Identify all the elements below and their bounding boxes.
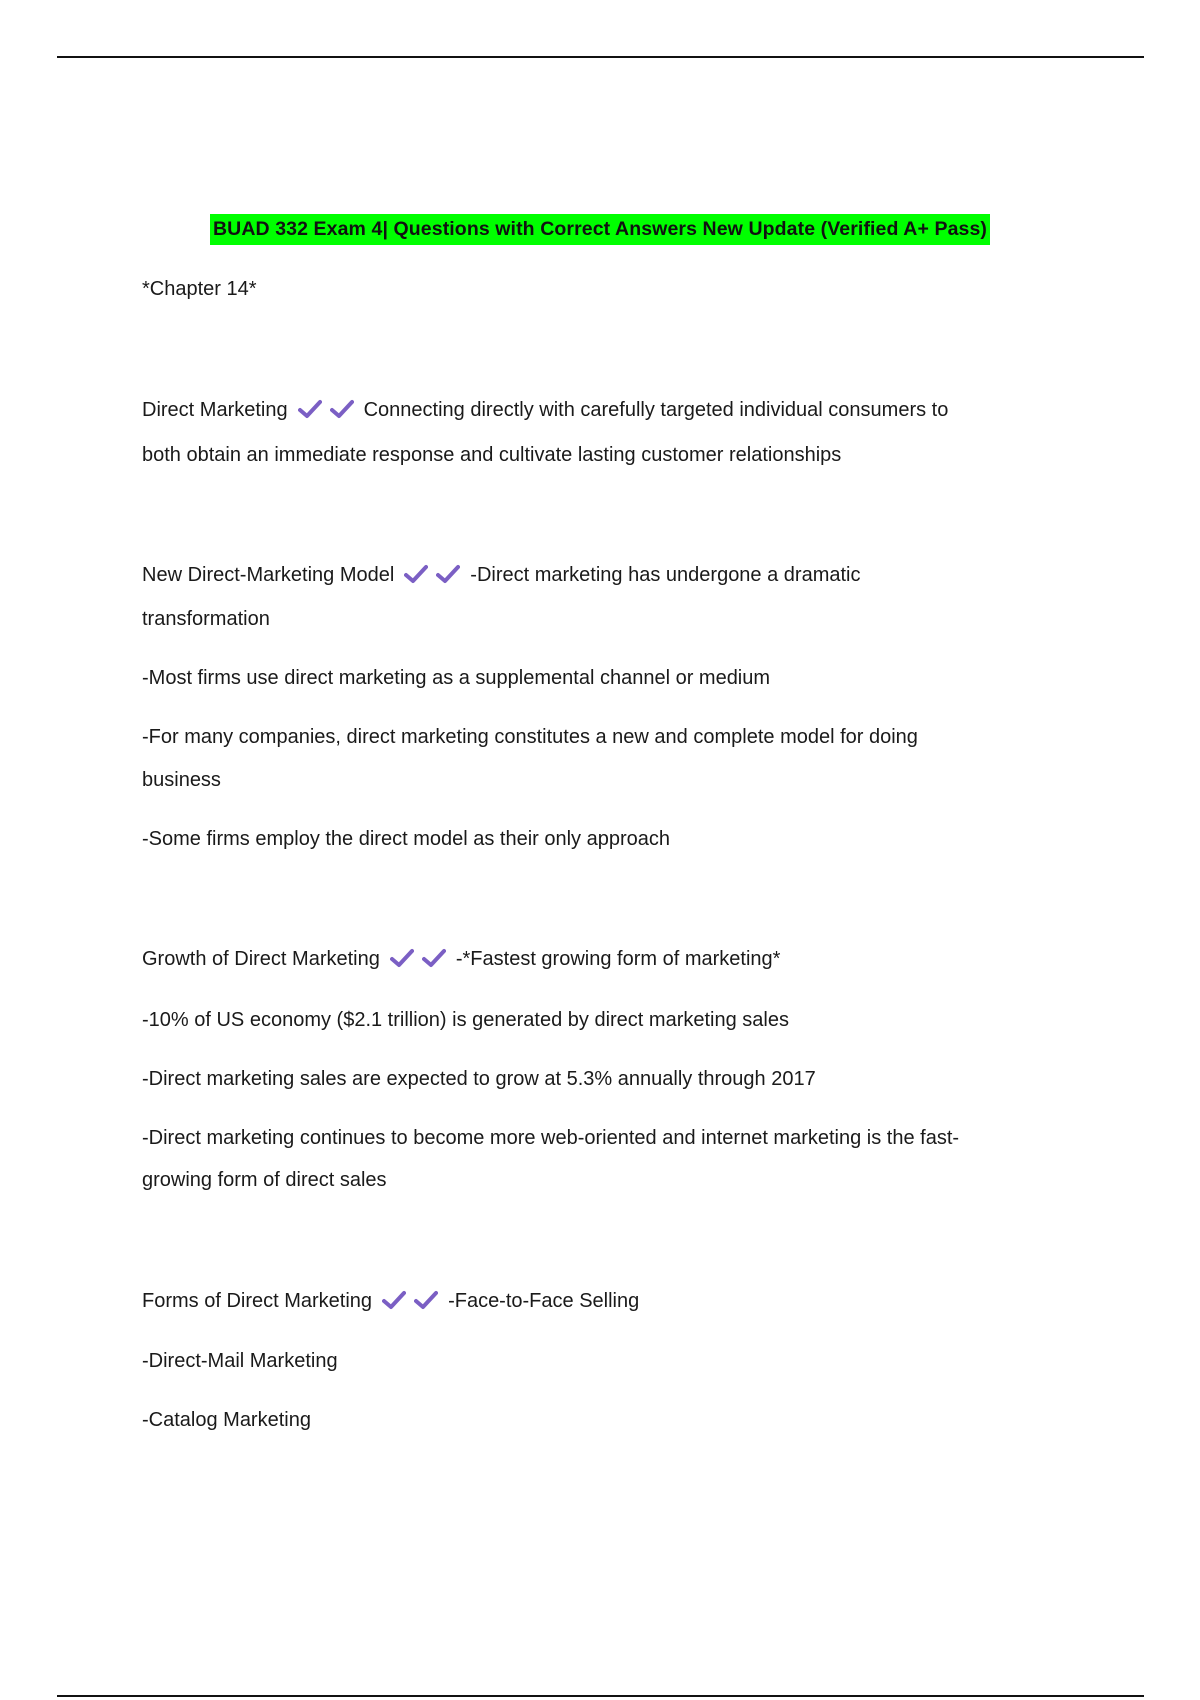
entry-answer-line: -Direct marketing continues to become more web-oriented and internet marketing is the fast- — [142, 1127, 960, 1149]
check-pair — [298, 399, 362, 425]
entry-term: Forms of Direct Marketing — [142, 1290, 373, 1312]
check-icon — [414, 1290, 438, 1310]
entry-answer-line: -*Fastest growing form of marketing* — [455, 948, 781, 970]
entry-answer-line: Connecting directly with carefully targeted individual consumers to — [363, 399, 949, 421]
title-wrap — [0, 214, 1200, 245]
entry-answer-line: -Some firms employ the direct model as their only approach — [142, 828, 671, 850]
entry-growth-of-direct-marketing — [142, 947, 780, 974]
check-icon — [404, 564, 428, 584]
entry-answer-line: -Direct-Mail Marketing — [142, 1350, 338, 1372]
check-icon — [382, 1290, 406, 1310]
entry-answer-line: -For many companies, direct marketing constitutes a new and complete model for doing — [142, 726, 918, 748]
document-title: BUAD 332 Exam 4| Questions with Correct Answers New Update (Verified A+ Pass) — [210, 214, 990, 245]
bottom-rule — [57, 1695, 1144, 1697]
check-pair — [404, 564, 468, 590]
entry-answer-line: both obtain an immediate response and cultivate lasting customer relationships — [142, 444, 842, 466]
check-icon — [422, 948, 446, 968]
entry-new-direct-marketing-model — [142, 563, 860, 590]
entry-answer-line: -Catalog Marketing — [142, 1409, 311, 1431]
entry-term: Growth of Direct Marketing — [142, 948, 380, 970]
check-icon — [298, 399, 322, 419]
entry-answer-line: -Most firms use direct marketing as a supplemental channel or medium — [142, 667, 771, 689]
entry-term: Direct Marketing — [142, 399, 288, 421]
entry-answer-line: -Face-to-Face Selling — [448, 1290, 640, 1312]
check-icon — [436, 564, 460, 584]
entry-answer-line: transformation — [142, 608, 270, 630]
check-icon — [330, 399, 354, 419]
entry-direct-marketing — [142, 398, 948, 425]
entry-term: New Direct-Marketing Model — [142, 564, 395, 586]
check-pair — [390, 948, 454, 974]
entry-answer-line: -Direct marketing sales are expected to grow at 5.3% annually through 2017 — [142, 1068, 816, 1090]
check-icon — [390, 948, 414, 968]
check-pair — [382, 1290, 446, 1316]
entry-answer-line: growing form of direct sales — [142, 1169, 387, 1191]
entry-answer-line: business — [142, 769, 221, 791]
entry-answer-line: -10% of US economy ($2.1 trillion) is generated by direct marketing sales — [142, 1009, 789, 1031]
entry-answer-line: -Direct marketing has undergone a dramatic — [470, 564, 861, 586]
chapter-heading: *Chapter 14* — [142, 278, 257, 300]
entry-forms-of-direct-marketing — [142, 1289, 639, 1316]
top-rule — [57, 56, 1144, 58]
